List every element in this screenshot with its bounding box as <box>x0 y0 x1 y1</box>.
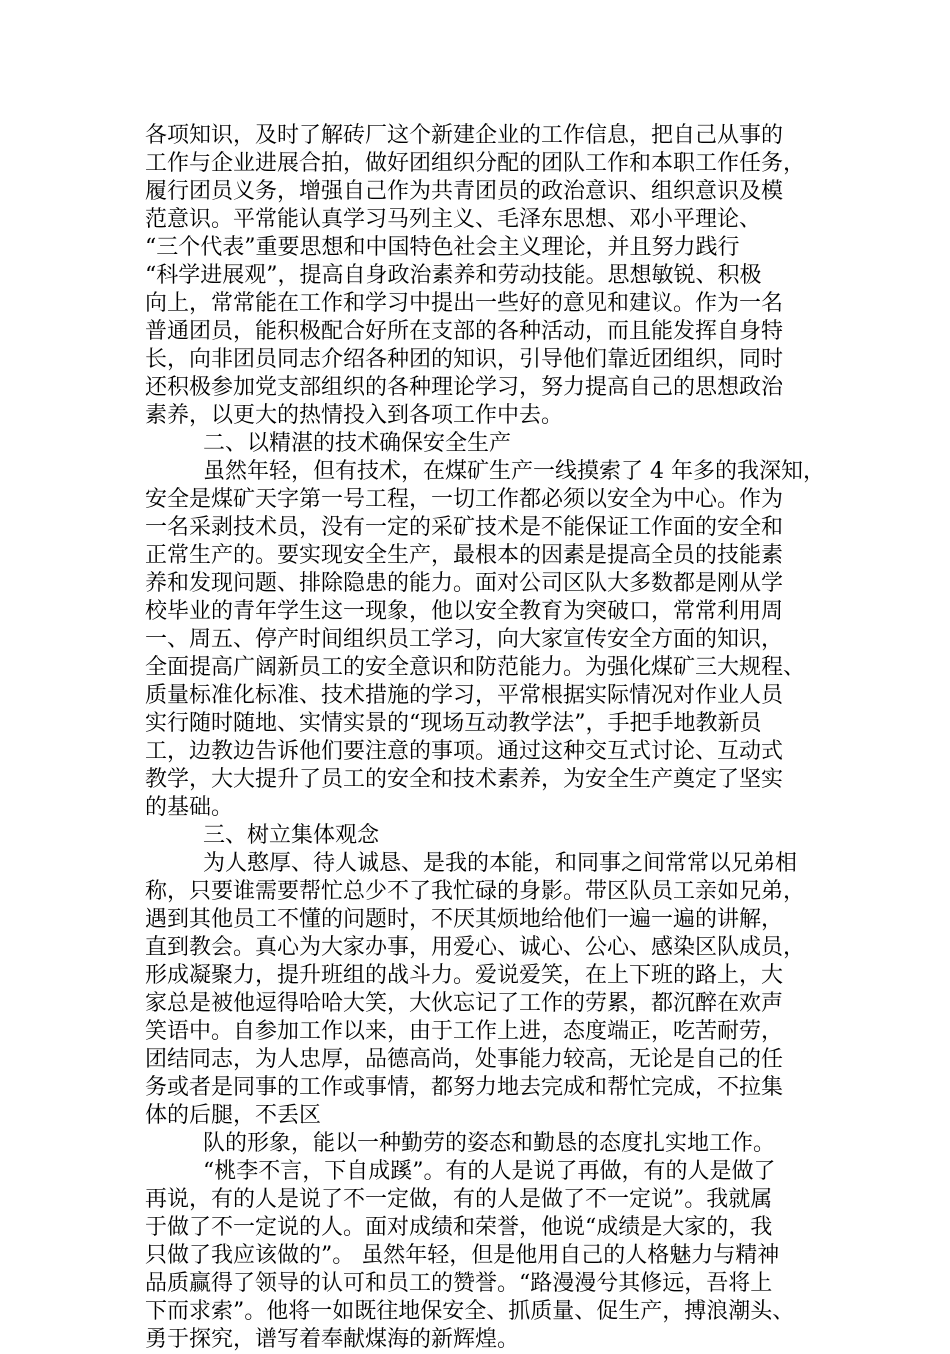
text-line: 于做了不一定说的人。面对成绩和荣誉，他说“成绩是大家的，我 <box>145 1215 773 1240</box>
text-line: 工，边教边告诉他们要注意的事项。通过这种交互式讨论、互动式 <box>145 739 784 764</box>
text-line: 还积极参加党支部组织的各种理论学习，努力提高自己的思想政治 <box>145 375 784 400</box>
text-line: 下而求索”。他将一如既往地保安全、抓质量、促生产，搏浪潮头、 <box>145 1299 795 1324</box>
text-line: 为人憨厚、待人诚恳、是我的本能，和同事之间常常以兄弟相 <box>203 851 798 876</box>
text-line: 家总是被他逗得哈哈大笑，大伙忘记了工作的劳累，都沉醉在欢声 <box>145 991 784 1016</box>
text-line: 队的形象，能以一种勤劳的姿态和勤恳的态度扎实地工作。 <box>203 1131 776 1156</box>
text-line: 长，向非团员同志介绍各种团的知识，引导他们靠近团组织，同时 <box>145 347 784 372</box>
text-line: 称，只要谁需要帮忙总少不了我忙碌的身影。带区队员工亲如兄弟， <box>145 879 806 904</box>
text-line: 品质赢得了领导的认可和员工的赞誉。“路漫漫兮其修远，吾将上 <box>145 1271 773 1296</box>
text-line: 再说，有的人是说了不一定做，有的人是做了不一定说”。我就属 <box>145 1187 773 1212</box>
text-line: 全面提高广阔新员工的安全意识和防范能力。为强化煤矿三大规程、 <box>145 655 806 680</box>
text-line: 教学，大大提升了员工的安全和技术素养，为安全生产奠定了坚实 <box>145 767 784 792</box>
text-line: 勇于探究，谱写着奉献煤海的新辉煌。 <box>145 1327 520 1352</box>
text-line: 范意识。平常能认真学习马列主义、毛泽东思想、邓小平理论、 <box>145 207 762 232</box>
document-body <box>145 122 825 1354</box>
text-line: 三、树立集体观念 <box>203 823 380 848</box>
text-line: “科学进展观”，提高自身政治素养和劳动技能。思想敏锐、积极 <box>145 263 762 288</box>
text-line: 向上，常常能在工作和学习中提出一些好的意见和建议。作为一名 <box>145 291 784 316</box>
text-line: 二、以精湛的技术确保安全生产 <box>203 431 512 456</box>
text-line: 一名采剥技术员，没有一定的采矿技术是不能保证工作面的安全和 <box>145 515 784 540</box>
text-line: 安全是煤矿天字第一号工程，一切工作都必须以安全为中心。作为 <box>145 487 784 512</box>
text-line: 质量标准化标准、技术措施的学习，平常根据实际情况对作业人员 <box>145 683 784 708</box>
text-line: 笑语中。自参加工作以来，由于工作上进，态度端正，吃苦耐劳， <box>145 1019 784 1044</box>
text-line: “桃李不言，下自成蹊”。有的人是说了再做，有的人是做了 <box>203 1159 776 1184</box>
text-line: 的基础。 <box>145 795 234 820</box>
text-line: 工作与企业进展合拍，做好团组织分配的团队工作和本职工作任务， <box>145 151 806 176</box>
text-line: 各项知识，及时了解砖厂这个新建企业的工作信息，把自己从事的 <box>145 123 784 148</box>
text-line: 正常生产的。要实现安全生产，最根本的因素是提高全员的技能素 <box>145 543 784 568</box>
text-line: 直到教会。真心为大家办事，用爱心、诚心、公心、感染区队成员， <box>145 935 806 960</box>
text-line: 遇到其他员工不懂的问题时，不厌其烦地给他们一遍一遍的讲解， <box>145 907 784 932</box>
text-line: “三个代表”重要思想和中国特色社会主义理论，并且努力践行 <box>145 235 740 260</box>
text-line: 实行随时随地、实情实景的“现场互动教学法”，手把手地教新员 <box>145 711 762 736</box>
text-line: 务或者是同事的工作或事情，都努力地去完成和帮忙完成，不拉集 <box>145 1075 784 1100</box>
text-line: 普通团员，能积极配合好所在支部的各种活动，而且能发挥自身特 <box>145 319 784 344</box>
text-line: 素养，以更大的热情投入到各项工作中去。 <box>145 403 564 428</box>
text-line: 养和发现问题、排除隐患的能力。面对公司区队大多数都是刚从学 <box>145 571 784 596</box>
text-line: 履行团员义务，增强自己作为共青团员的政治意识、组织意识及模 <box>145 179 784 204</box>
text-line: 体的后腿，不丢区 <box>145 1103 322 1128</box>
text-line: 校毕业的青年学生这一现象，他以安全教育为突破口，常常利用周 <box>145 599 784 624</box>
text-line: 虽然年轻，但有技术，在煤矿生产一线摸索了 4 年多的我深知， <box>203 459 825 484</box>
text-line: 一、周五、停产时间组织员工学习，向大家宣传安全方面的知识， <box>145 627 784 652</box>
text-line: 团结同志，为人忠厚，品德高尚，处事能力较高，无论是自己的任 <box>145 1047 784 1072</box>
text-line: 形成凝聚力，提升班组的战斗力。爱说爱笑，在上下班的路上，大 <box>145 963 784 988</box>
text-line: 只做了我应该做的”。 虽然年轻，但是他用自己的人格魅力与精神 <box>145 1243 780 1268</box>
